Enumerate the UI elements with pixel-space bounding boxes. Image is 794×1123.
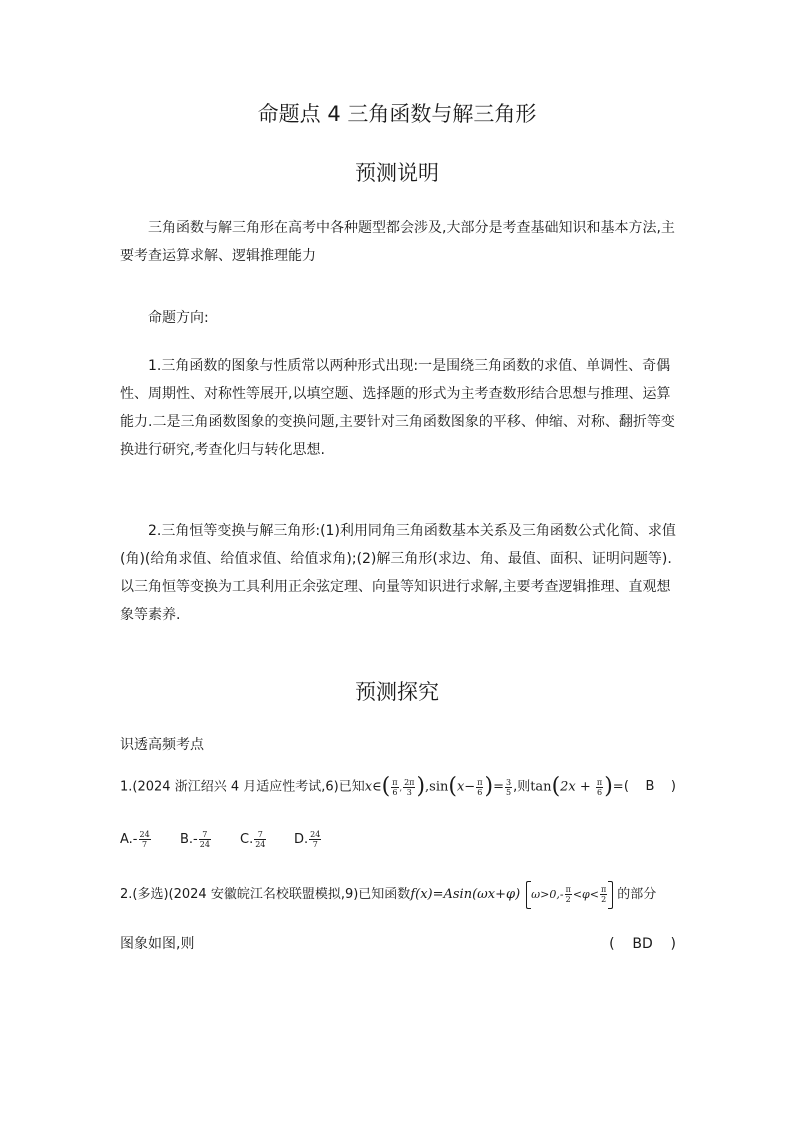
point1-paragraph: 1.三角函数的图象与性质常以两种形式出现:一是围绕三角函数的求值、单调性、奇偶性、周期性、对称性等展开,以填空题、选择题的形式为主考查数形结合思想与推理、运算能力.二是三角函数图象的变换问题,主要针对三角函数图象的平移、伸缩、对称、翻折等变换进行研究,考查化归与转化思想. bbox=[120, 358, 675, 458]
prediction-notes-heading: 预测说明 bbox=[355, 161, 439, 185]
q1-2x-plus: 2x + bbox=[560, 779, 595, 795]
q1-lparen: ( bbox=[381, 774, 391, 799]
q1-prefix: 1.(2024 浙江绍兴 4 月适应性考试,6)已知 bbox=[120, 779, 365, 795]
question-1-stem bbox=[120, 772, 624, 804]
q2-sin: sin(ωx+φ) bbox=[452, 887, 521, 902]
option-d: D. $\frac{24}{7}$ bbox=[294, 830, 321, 849]
question-2-answer: ( BD ) bbox=[609, 936, 676, 952]
q1-lparen-3: ( bbox=[551, 774, 561, 799]
q1-frac-pi-6: $\frac{\pi}{6}$ bbox=[392, 777, 398, 797]
q1-x-minus: x− bbox=[456, 779, 476, 795]
q1-frac-pi-6-b: $\frac{\pi}{6}$ bbox=[477, 777, 483, 797]
question-2-line2 bbox=[120, 930, 676, 958]
q1-var-x: x bbox=[364, 779, 373, 795]
intro-paragraph: 三角函数与解三角形在高考中各种题型都会涉及,大部分是考查基础知识和基本方法,主要考查运算求解、逻辑推理能力 bbox=[120, 220, 675, 264]
point2-paragraph: 2.三角恒等变换与解三角形:(1)利用同角三角函数基本关系及三角函数公式化简、求值(角)(给角求值、给值求值、给值求角);(2)解三角形(求边、角、最值、面积、证明问题等).以三角恒等变换为工具利用正余弦定理、向量等知识进行求解,主要考查逻辑推理、直观想象等素养. bbox=[120, 523, 676, 623]
q1-sin: ,sin bbox=[425, 779, 449, 795]
question-2-stem bbox=[120, 880, 656, 910]
direction-label: 命题方向: bbox=[148, 310, 209, 326]
q1-rparen: ) bbox=[416, 774, 426, 799]
q2-func: f(x)=A bbox=[410, 887, 453, 902]
prediction-explore-heading: 预测探究 bbox=[355, 680, 439, 704]
section-label: 识透高频考点 bbox=[120, 737, 204, 753]
q1-tan: tan bbox=[530, 779, 552, 795]
q2-frac-pi-2: $\frac{\pi}{2}$ bbox=[565, 885, 571, 904]
q1-lparen-2: ( bbox=[448, 774, 457, 799]
q2-suffix: 的部分 bbox=[617, 887, 657, 902]
question-2 bbox=[120, 880, 676, 910]
q1-frac-pi-6-c: $\frac{\pi}{6}$ bbox=[596, 777, 603, 797]
q1-rparen-3: ) bbox=[604, 774, 613, 799]
q1-in-symbol: ∈ bbox=[372, 779, 382, 795]
q2-cond-mid: <φ< bbox=[572, 888, 599, 901]
q2-line2-text: 图象如图,则 bbox=[120, 936, 195, 952]
q2-prefix: 2.(多选)(2024 安徽皖江名校联盟模拟,9)已知函数 bbox=[120, 887, 411, 902]
q2-cond-start: ω>0,- bbox=[531, 888, 564, 901]
q1-comma: , bbox=[399, 783, 403, 793]
main-heading: 命题点 4 三角函数与解三角形 bbox=[257, 102, 537, 126]
question-1-answer: ( B ) bbox=[623, 779, 676, 794]
q1-frac-3-5: $\frac{3}{5}$ bbox=[505, 777, 512, 797]
q1-frac-2pi-3: $\frac{2\pi}{3}$ bbox=[404, 777, 415, 797]
option-c: C. $\frac{7}{24}$ bbox=[240, 830, 266, 849]
q1-rparen-2: ) bbox=[484, 774, 494, 799]
option-a: A.- $\frac{24}{7}$ bbox=[120, 830, 150, 849]
question-1 bbox=[120, 772, 676, 802]
q1-then: ,则 bbox=[513, 779, 531, 795]
q1-eq: = bbox=[493, 779, 504, 795]
q1-eq-end: = bbox=[612, 779, 624, 795]
option-b: B.- $\frac{7}{24}$ bbox=[180, 830, 210, 849]
q2-right-bracket bbox=[608, 881, 613, 909]
q2-frac-pi-2-b: $\frac{\pi}{2}$ bbox=[600, 885, 607, 904]
